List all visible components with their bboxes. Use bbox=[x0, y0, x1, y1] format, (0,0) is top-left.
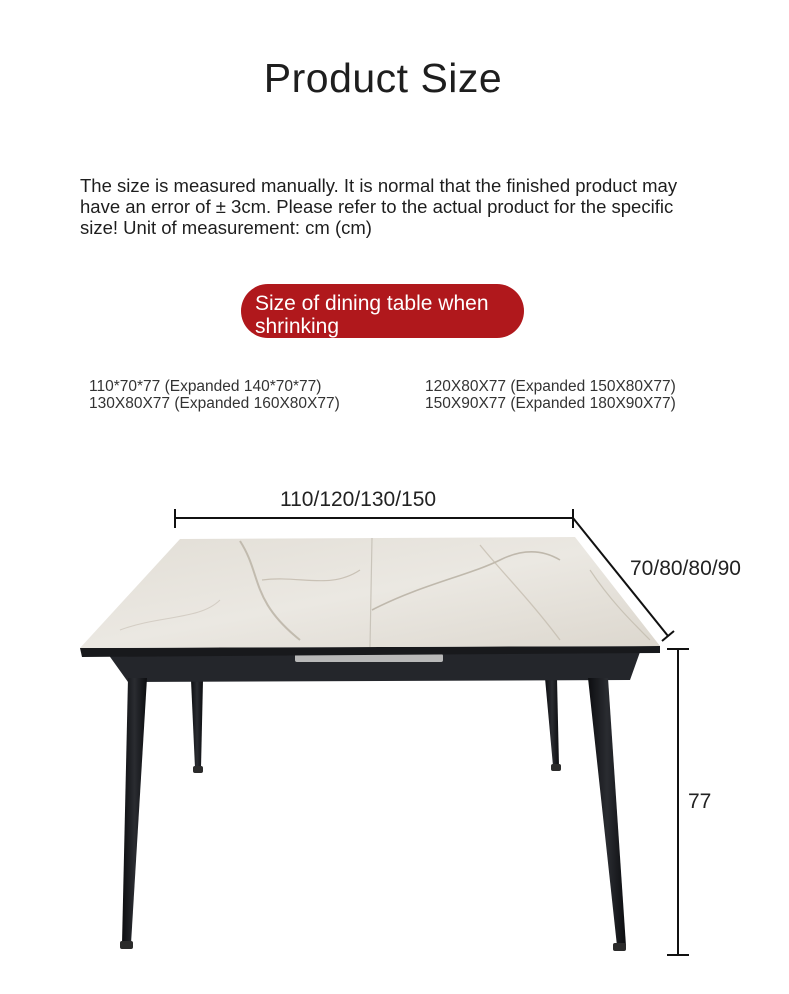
height-dimension-line bbox=[667, 649, 689, 955]
measurement-note: The size is measured manually. It is normal that the finished product may have an error of ± 3cm. Please refer to the actual product for the specific size! Unit of measurement: cm (cm) bbox=[80, 175, 678, 238]
size-option: 150X90X77 (Expanded 180X90X77) bbox=[425, 395, 676, 412]
table-leg bbox=[588, 678, 626, 946]
size-option: 110*70*77 (Expanded 140*70*77) bbox=[89, 378, 322, 395]
size-section-badge-label: Size of dining table when shrinking bbox=[255, 292, 489, 338]
table-foot bbox=[120, 941, 133, 949]
table-leg bbox=[122, 678, 147, 944]
height-label: 77 bbox=[688, 790, 712, 813]
length-label: 110/120/130/150 bbox=[280, 488, 437, 511]
tabletop bbox=[80, 537, 660, 648]
table-foot bbox=[613, 943, 626, 951]
width-label: 70/80/80/90 bbox=[630, 557, 741, 580]
table-foot bbox=[551, 764, 561, 771]
size-option: 120X80X77 (Expanded 150X80X77) bbox=[425, 378, 676, 395]
page-title: Product Size bbox=[263, 55, 503, 101]
table-leg bbox=[191, 680, 203, 768]
table-leg bbox=[545, 678, 559, 766]
table-foot bbox=[193, 766, 203, 773]
size-option: 130X80X77 (Expanded 160X80X77) bbox=[89, 395, 340, 412]
